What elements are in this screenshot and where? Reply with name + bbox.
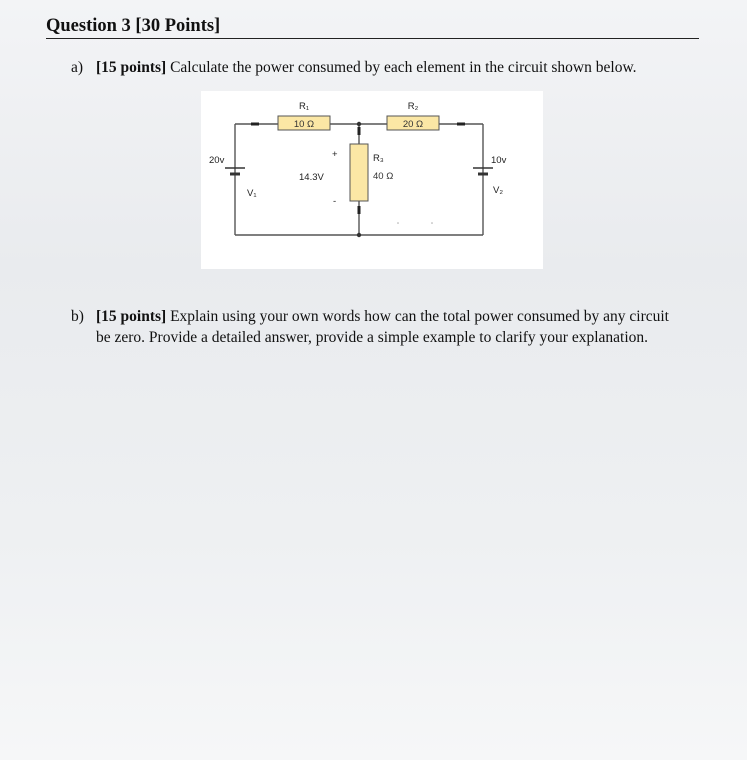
stray-dot: [397, 222, 399, 224]
question-title: Question 3 [30 Points]: [46, 16, 699, 39]
circuit-svg: [201, 91, 543, 269]
r2-value: 20 Ω: [402, 119, 424, 130]
stray-dot: [431, 222, 433, 224]
part-a-label: a): [71, 59, 84, 76]
v2-value: 10v: [491, 155, 507, 166]
part-b-line1: Explain using your own words how can the total power consumed by any circuit: [166, 308, 669, 325]
junction-dot: [357, 233, 361, 237]
part-a-points: [15 points]: [96, 59, 167, 76]
r3-resistor: [350, 144, 368, 201]
v1-label: V₁: [247, 188, 257, 199]
r3-value: 40 Ω: [373, 171, 394, 182]
part-b-text: [71, 306, 701, 348]
r1-label: R₁: [298, 101, 310, 112]
r3-label: R₃: [373, 153, 384, 164]
r3-voltage: 14.3V: [299, 172, 324, 183]
circuit-diagram: [201, 91, 543, 269]
minus-sign: -: [333, 196, 337, 207]
part-a-text: [71, 59, 637, 77]
part-b-label: b): [71, 308, 84, 325]
junction-dot: [357, 122, 361, 126]
r2-label: R₂: [407, 101, 419, 112]
part-a-body: Calculate the power consumed by each element in the circuit shown below.: [166, 59, 637, 76]
plus-sign: +: [332, 149, 338, 160]
r1-value: 10 Ω: [293, 119, 315, 130]
part-b-points: [15 points]: [96, 308, 167, 325]
v2-label: V₂: [493, 185, 504, 196]
v1-value: 20v: [209, 155, 225, 166]
part-b-line2: be zero. Provide a detailed answer, provide a simple example to clarify your explanation.: [96, 329, 649, 346]
